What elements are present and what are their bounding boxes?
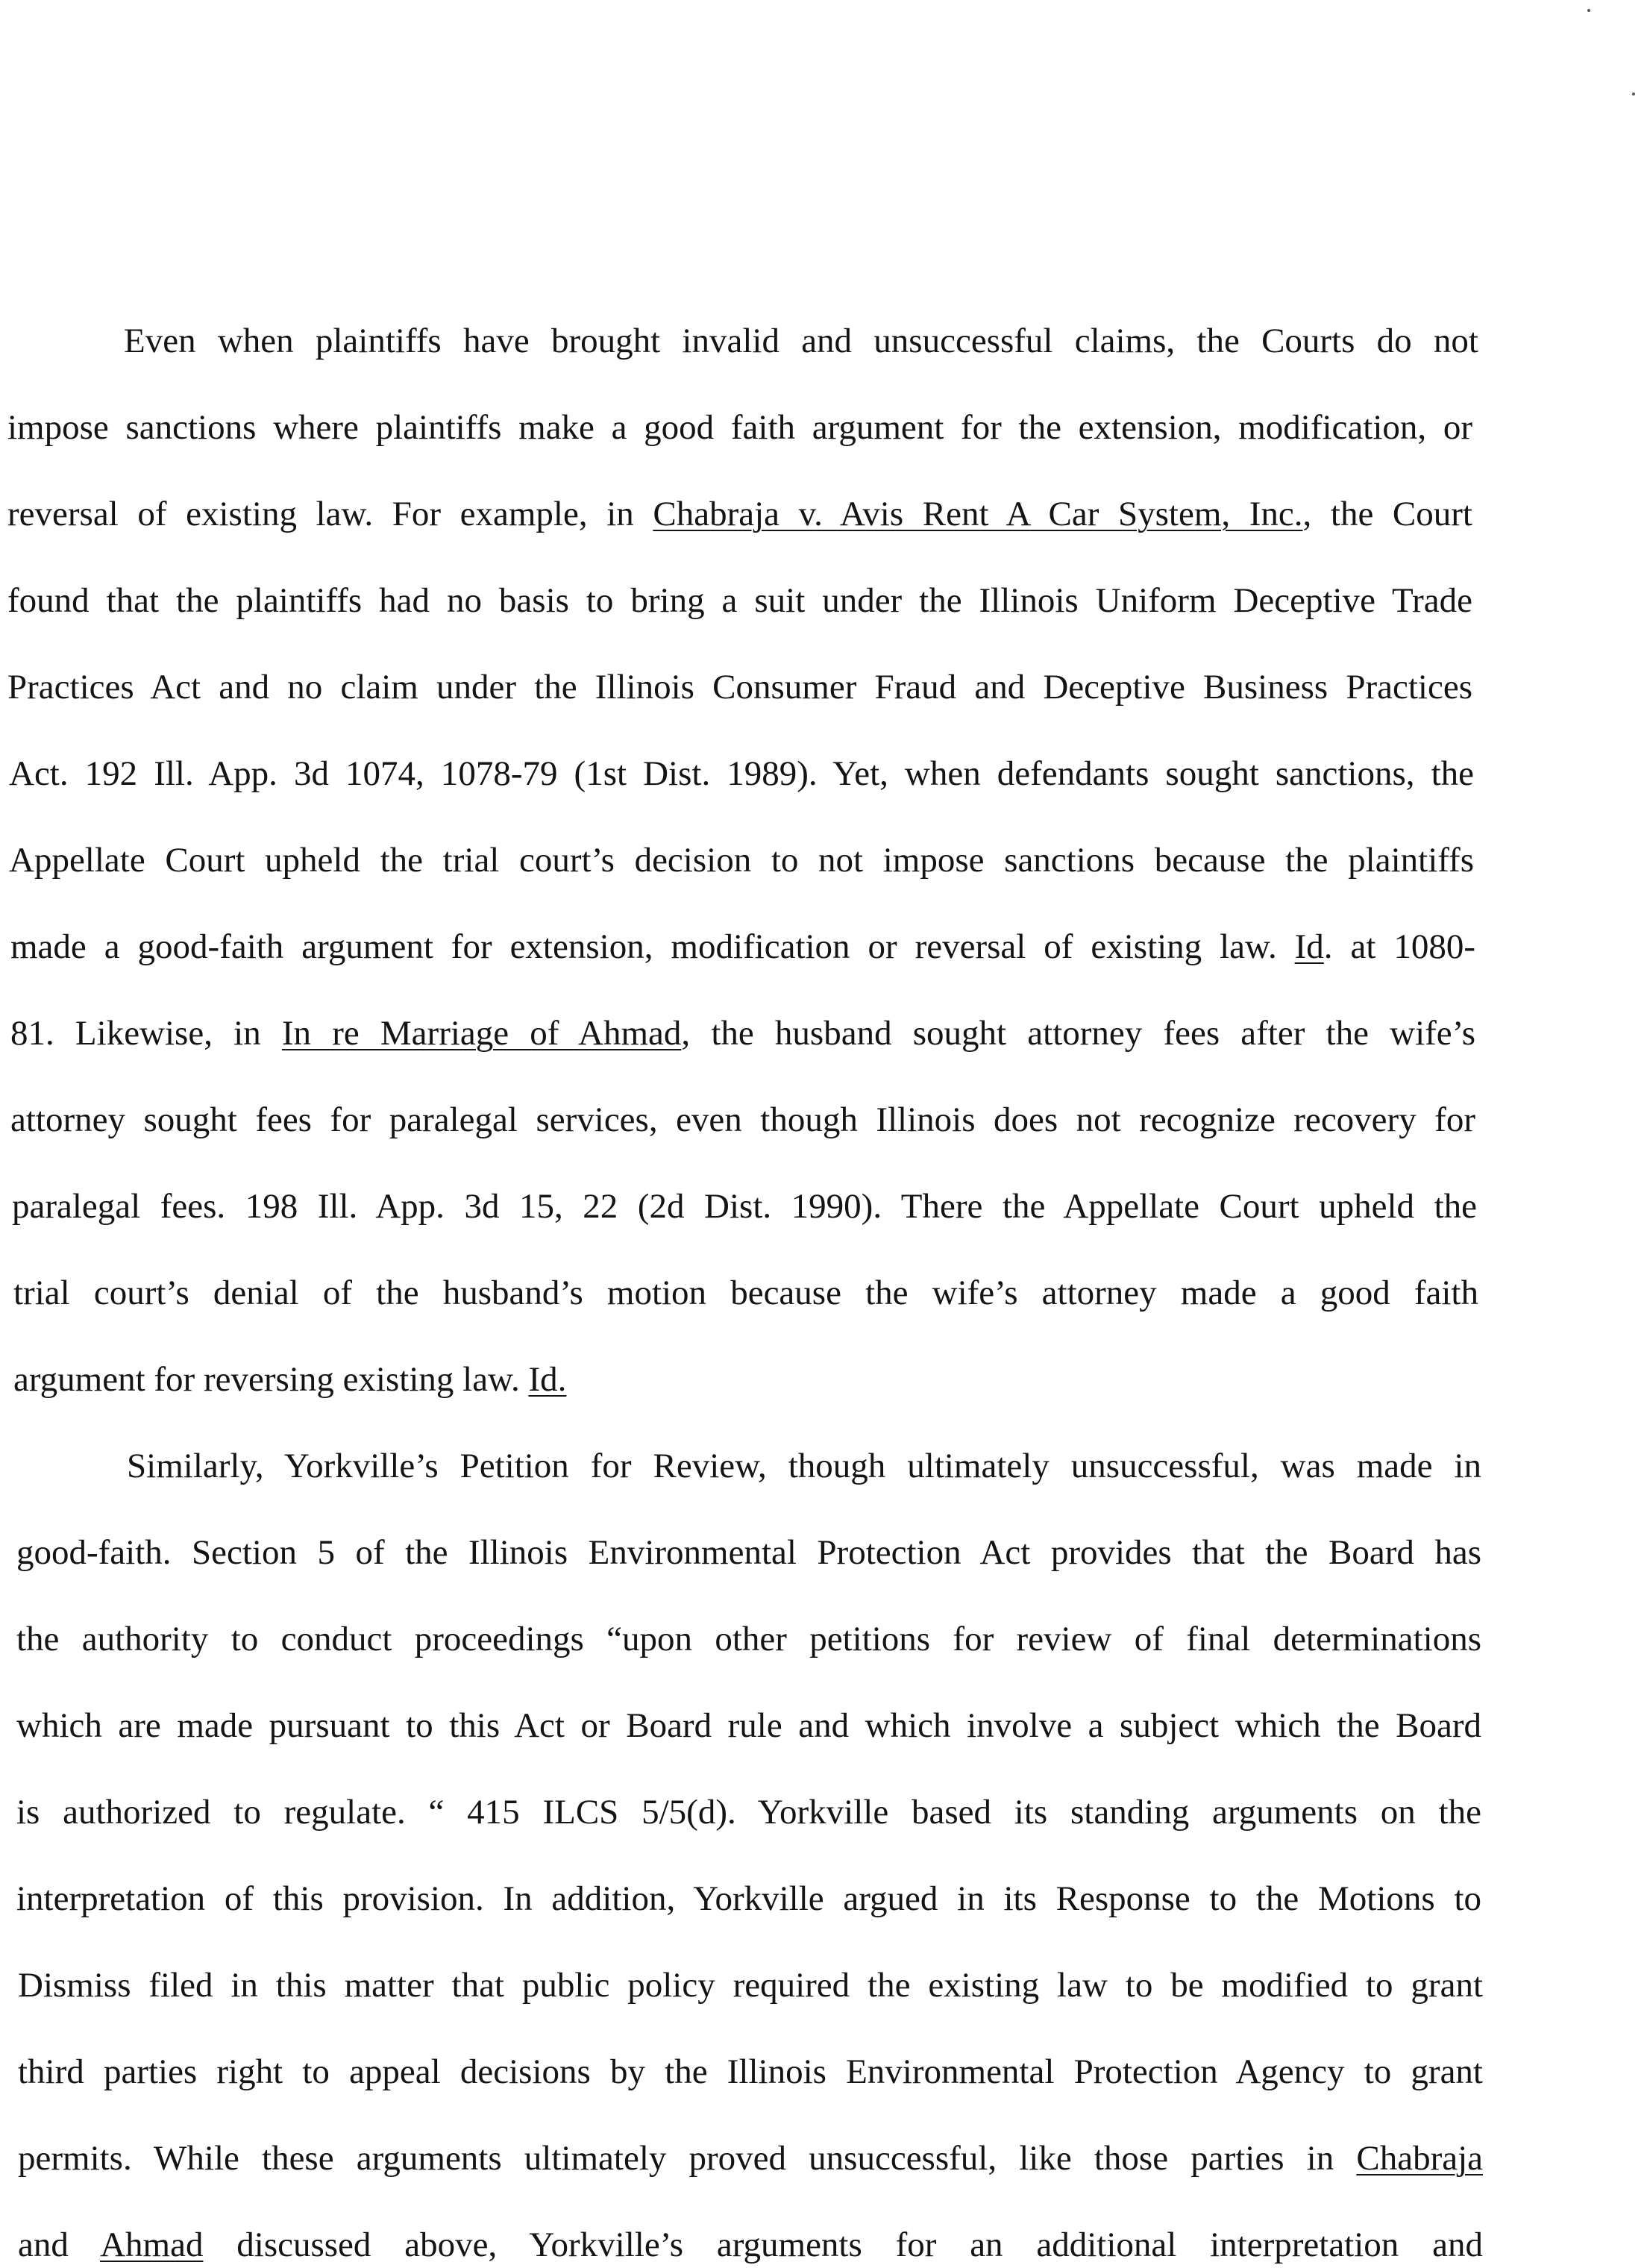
text-run: which are made pursuant to this Act or Board rule and which involve a subject which the Board (16, 1706, 1481, 1745)
text-run: Practices Act and no claim under the Illinois Consumer Fraud and Deceptive Business Practices (7, 668, 1472, 707)
case-citation: Id (1294, 927, 1324, 966)
paragraph-1-line-5 (7, 665, 1472, 709)
paragraph-2-line-9 (18, 2136, 1483, 2181)
text-run: Similarly, Yorkville’s Petition for Review, though ultimately unsuccessful, was made in (127, 1447, 1481, 1485)
paragraph-1-line-2 (7, 405, 1472, 450)
case-citation: Ahmad (100, 2225, 204, 2264)
text-run: argument for reversing existing law. (13, 1360, 529, 1399)
paragraph-1-line-7 (9, 838, 1474, 883)
text-run: discussed above, Yorkville’s arguments for an additional interpretation and (203, 2225, 1483, 2264)
paragraph-1-line-13 (13, 1357, 1478, 1402)
paragraph-2-line-3 (16, 1617, 1481, 1661)
text-run: , the Court (1302, 495, 1472, 533)
text-run: good-faith. Section 5 of the Illinois Environmental Protection Act provides that the Board has (16, 1533, 1481, 1572)
text-run: , the husband sought attorney fees after the wife’s (681, 1014, 1475, 1053)
paragraph-1-line-9 (10, 1011, 1475, 1056)
text-run: made a good-faith argument for extension, modification or reversal of existing law. (10, 927, 1295, 966)
text-run: interpretation of this provision. In addition, Yorkville argued in its Response to the Motions to (16, 1879, 1481, 1918)
text-run: the authority to conduct proceedings “upon other petitions for review of final determinations (16, 1620, 1481, 1658)
text-run: impose sanctions where plaintiffs make a good faith argument for the extension, modification, or (7, 408, 1472, 447)
paragraph-2-line-6 (16, 1876, 1481, 1921)
text-run: reversal of existing law. For example, in (7, 495, 653, 533)
text-run: paralegal fees. 198 Ill. App. 3d 15, 22 (2d Dist. 1990). There the Appellate Court upheld the (12, 1187, 1477, 1226)
case-citation: In re Marriage of Ahmad (281, 1014, 682, 1053)
paragraph-1-line-1 (13, 319, 1478, 363)
text-run: and (18, 2225, 101, 2264)
case-citation: Chabraja v. Avis Rent A Car System, Inc. (653, 495, 1303, 533)
paragraph-2-line-1 (16, 1444, 1481, 1488)
text-run: Even when plaintiffs have brought invalid and unsuccessful claims, the Courts do not (124, 322, 1478, 360)
text-run: attorney sought fees for paralegal services, even though Illinois does not recognize recovery for (10, 1100, 1475, 1139)
text-run: third parties right to appeal decisions by the Illinois Environmental Protection Agency to grant (18, 2052, 1483, 2091)
paragraph-1-line-12 (13, 1271, 1478, 1315)
text-run: Dismiss filed in this matter that public policy required the existing law to be modified to grant (18, 1966, 1483, 2005)
paragraph-1-line-3 (7, 492, 1472, 536)
text-run: 81. Likewise, in (10, 1014, 282, 1053)
text-run: . at 1080- (1323, 927, 1476, 966)
case-citation: Chabraja (1356, 2139, 1483, 2178)
paragraph-2-line-10 (18, 2222, 1483, 2267)
scan-speck (1587, 9, 1590, 12)
text-run: Appellate Court upheld the trial court’s decision to not impose sanctions because the plaintiffs (9, 841, 1474, 880)
paragraph-2-line-7 (18, 1963, 1483, 2008)
paragraph-2-line-2 (16, 1530, 1481, 1575)
text-run: Act. 192 Ill. App. 3d 1074, 1078-79 (1st Dist. 1989). Yet, when defendants sought sanctions, the (9, 754, 1474, 793)
paragraph-1-line-10 (10, 1097, 1475, 1142)
paragraph-1-line-8 (10, 924, 1475, 969)
text-run: is authorized to regulate. “ 415 ILCS 5/5(d). Yorkville based its standing arguments on the (16, 1793, 1481, 1832)
paragraph-2-line-4 (16, 1703, 1481, 1748)
paragraph-1-line-4 (7, 578, 1472, 623)
text-run: trial court’s denial of the husband’s motion because the wife’s attorney made a good faith (13, 1274, 1478, 1312)
paragraph-1-line-6 (9, 751, 1474, 796)
scan-speck (1632, 93, 1635, 95)
text-run: found that the plaintiffs had no basis to bring a suit under the Illinois Uniform Deceptive Trade (7, 581, 1472, 620)
text-run: permits. While these arguments ultimately proved unsuccessful, like those parties in (18, 2139, 1357, 2178)
paragraph-2-line-5 (16, 1790, 1481, 1835)
paragraph-2-line-8 (18, 2049, 1483, 2094)
case-citation: Id. (528, 1360, 567, 1399)
paragraph-1-line-11 (12, 1184, 1477, 1229)
